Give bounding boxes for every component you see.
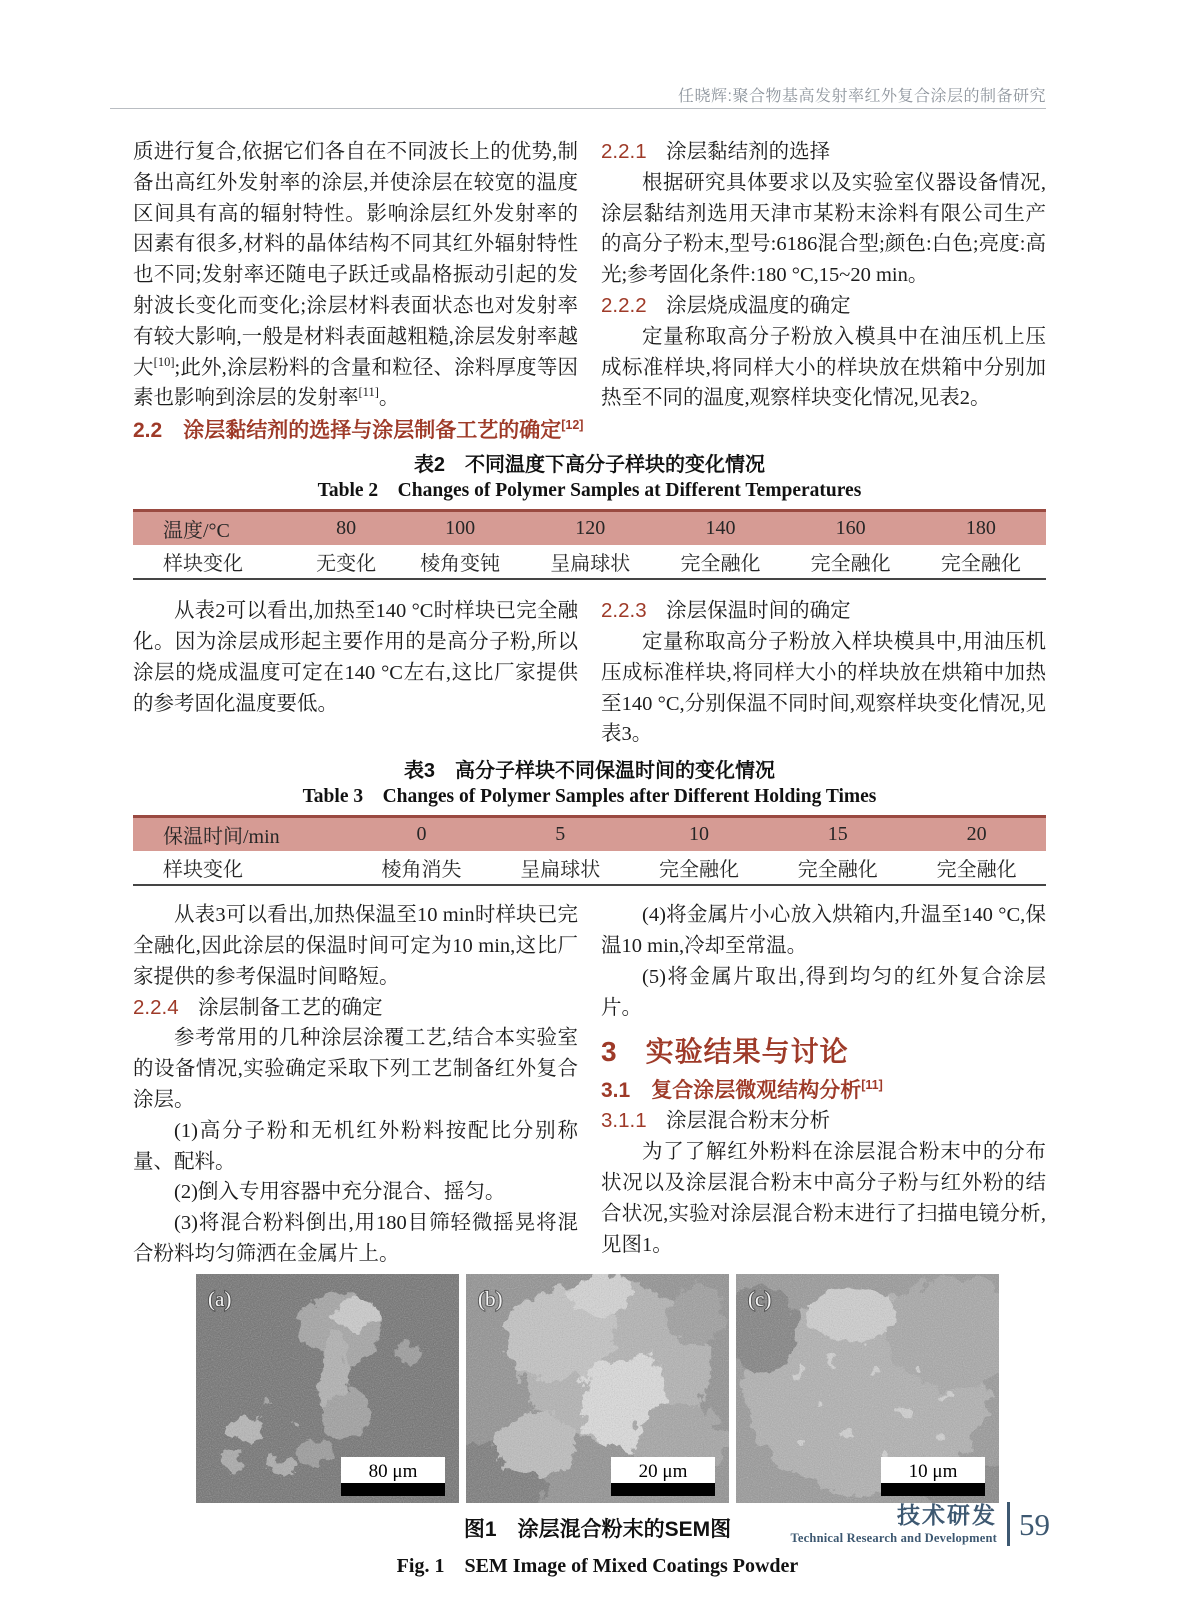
page-number: 59 xyxy=(1019,1506,1050,1542)
heading-title: 涂层黏结剂的选择 xyxy=(666,141,831,163)
paragraph-2-2-1: 根据研究具体要求以及实验室仪器设备情况,涂层黏结剂选用天津市某粉末涂料有限公司生产的高分子粉末,型号:6186混合型;颜色:白色;亮度:高光;参考固化条件:180 °C,15~20 min。 xyxy=(601,171,1046,287)
panel-label: (a) xyxy=(208,1286,232,1311)
heading-2-2-1 xyxy=(601,137,1046,168)
page-footer xyxy=(791,1502,1050,1546)
table-data-cell: 棱角消失 xyxy=(381,859,462,882)
table-data-cell: 完全融化 xyxy=(680,553,761,576)
paragraph-2-2-2: 定量称取高分子粉放入模具中在油压机上压成标准样块,将同样大小的样块放在烘箱中分别加热至不同的温度,观察样块变化情况,见表2。 xyxy=(601,325,1046,410)
table-data-cell: 无变化 xyxy=(316,553,377,576)
table3-discussion-paragraph: 从表3可以看出,加热保温至10 min时样块已完全融化,因此涂层的保温时间可定为10 min,这比厂家提供的参考保温时间略短。 xyxy=(133,904,578,988)
heading-number: 2.2.3 xyxy=(601,599,647,623)
scale-label: 20 μm xyxy=(638,1460,688,1482)
table-header-cell: 80 xyxy=(336,517,357,540)
table-header-cell: 5 xyxy=(555,823,566,846)
table2-block xyxy=(133,452,1046,580)
heading-number: 3.1.1 xyxy=(601,1109,647,1133)
intro-paragraph xyxy=(133,137,578,414)
text-segment: ;此外,涂层粉料的含量和粒径、涂料厚度等因素也影响到涂层的发射率 xyxy=(133,356,579,410)
left-column-3 xyxy=(133,900,578,1270)
table-row xyxy=(133,817,1046,852)
table-data-cell: 完全融化 xyxy=(810,553,891,576)
table-data-cell: 呈扁球状 xyxy=(520,859,601,882)
panel-label: (c) xyxy=(748,1286,772,1311)
text-segment: 3.1 复合涂层微观结构分析 xyxy=(601,1079,862,1103)
right-column-2 xyxy=(601,596,1046,750)
scale-label: 10 μm xyxy=(908,1460,958,1482)
reference-superscript: [11] xyxy=(861,1078,883,1093)
table-header-cell: 120 xyxy=(575,517,606,540)
table-row xyxy=(133,545,1046,579)
footer-section-cn: 技术研发 xyxy=(897,1501,997,1528)
process-step-3: (3)将混合粉料倒出,用180目筛轻微摇晃将混合粉料均匀筛洒在金属片上。 xyxy=(133,1212,578,1265)
process-step-4: (4)将金属片小心放入烘箱内,升温至140 °C,保温10 min,冷却至常温。 xyxy=(601,904,1046,957)
sem-image-c xyxy=(736,1274,999,1503)
paragraph-2-2-3: 定量称取高分子粉放入样块模具中,用油压机压成标准样块,将同样大小的样块放在烘箱中加热至140 °C,分别保温不同时间,观察样块变化情况,见表3。 xyxy=(601,630,1046,746)
heading-2-2-2 xyxy=(601,291,1046,322)
table2-discussion-paragraph: 从表2可以看出,加热至140 °C时样块已完全融化。因为涂层成形起主要作用的是高分子粉,所以涂层的烧成温度可定在140 °C左右,这比厂家提供的参考固化温度要低。 xyxy=(133,600,578,715)
footer-divider xyxy=(1007,1502,1010,1546)
table-header-cell: 10 xyxy=(689,823,710,846)
table-data-cell: 棱角变钝 xyxy=(420,553,501,576)
paragraph-3-1-1: 为了了解红外粉料在涂层混合粉末中的分布状况以及涂层混合粉末中高分子粉与红外粉的结合状况,实验对涂层混合粉末进行了扫描电镜分析,见图1。 xyxy=(601,1141,1046,1256)
heading-2-2-4 xyxy=(133,993,578,1024)
left-column-2 xyxy=(133,596,578,750)
holding-time-table xyxy=(133,815,1046,886)
right-column-3 xyxy=(601,900,1046,1270)
heading-3 xyxy=(601,1033,1046,1071)
text-segment: 2.2 涂层黏结剂的选择与涂层制备工艺的确定 xyxy=(133,419,562,443)
right-column-1 xyxy=(601,137,1046,446)
heading-number: 2.2.2 xyxy=(601,293,647,317)
table-row xyxy=(133,511,1046,546)
scale-bar xyxy=(881,1457,985,1496)
figure-caption-cn: 图1 涂层混合粉末的SEM图 xyxy=(463,1517,732,1541)
table-header-cell: 100 xyxy=(445,517,476,540)
table-header-cell: 160 xyxy=(835,517,866,540)
table-header-cell: 20 xyxy=(966,823,987,846)
text-row-3 xyxy=(133,900,1046,1270)
table3-caption-en: Table 3 Changes of Polymer Samples after Different Holding Times xyxy=(302,786,877,808)
text-segment: 。 xyxy=(378,387,400,410)
table-header-cell: 0 xyxy=(416,823,427,846)
sem-image-b xyxy=(466,1274,729,1503)
reference-superscript: [11] xyxy=(358,385,379,400)
table-data-cell: 样块变化 xyxy=(163,553,243,576)
text-segment: 质进行复合,依据它们各自在不同波长上的优势,制备出高红外发射率的涂层,并使涂层在较宽的温度区间具有高的辐射特性。影响涂层红外发射率的因素有很多,材料的晶体结构不同其红外辐射特性也不同;发射率还随电子跃迁或晶格振动引起的发射波长变化而变化;涂层材料表面状态也对发射率有较大影响,一般是材料表面越粗糙,涂层发射率越大 xyxy=(133,141,578,379)
table-data-cell: 完全融化 xyxy=(940,553,1021,576)
sem-image-a xyxy=(196,1274,459,1503)
table-data-cell: 完全融化 xyxy=(659,859,740,882)
left-column-1 xyxy=(133,137,584,446)
footer-section-en: Technical Research and Development xyxy=(790,1530,997,1545)
table-data-cell: 完全融化 xyxy=(936,859,1017,882)
heading-title: 实验结果与讨论 xyxy=(645,1036,849,1068)
table2-caption-en: Table 2 Changes of Polymer Samples at Different Temperatures xyxy=(317,480,862,502)
panel-label: (b) xyxy=(478,1286,503,1311)
heading-title: 涂层烧成温度的确定 xyxy=(666,294,851,317)
table-header-cell: 保温时间/min xyxy=(163,826,280,849)
text-row-1 xyxy=(133,137,1046,446)
heading-title: 涂层混合粉末分析 xyxy=(666,1110,831,1133)
scale-bar xyxy=(341,1457,445,1496)
table-header-cell: 15 xyxy=(827,823,848,846)
figure-caption-en: Fig. 1 SEM Image of Mixed Coatings Powder xyxy=(396,1554,799,1577)
content xyxy=(133,137,1046,1578)
paragraph-2-2-4: 参考常用的几种涂层涂覆工艺,结合本实验室的设备情况,实验确定采取下列工艺制备红外复合涂层。 xyxy=(133,1027,578,1111)
header-rule xyxy=(110,108,1046,109)
reference-superscript: [12] xyxy=(561,418,584,433)
heading-3-1-1 xyxy=(601,1106,1046,1137)
table-header-cell: 180 xyxy=(965,517,996,540)
heading-title: 涂层保温时间的确定 xyxy=(666,600,851,623)
temperature-table xyxy=(133,509,1046,580)
sem-image-row xyxy=(196,1274,999,1503)
process-step-5: (5)将金属片取出,得到均匀的红外复合涂层片。 xyxy=(601,965,1046,1019)
heading-number: 2.2.4 xyxy=(133,995,179,1019)
table-header-cell: 温度/°C xyxy=(163,520,230,543)
text-row-2 xyxy=(133,596,1046,750)
running-title: 任晓辉:聚合物基高发射率红外复合涂层的制备研究 xyxy=(678,88,1046,105)
reference-superscript: [10] xyxy=(153,354,175,369)
table-row xyxy=(133,851,1046,885)
heading-2-2-3 xyxy=(601,596,1046,627)
heading-3-1 xyxy=(601,1076,1046,1106)
heading-2-2 xyxy=(133,416,584,446)
scale-label: 80 μm xyxy=(368,1460,418,1482)
heading-title: 涂层制备工艺的确定 xyxy=(198,996,383,1019)
table2-caption-cn: 表2 不同温度下高分子样块的变化情况 xyxy=(413,454,766,477)
table-header-cell: 140 xyxy=(705,517,736,540)
process-step-2: (2)倒入专用容器中充分混合、摇匀。 xyxy=(174,1181,506,1204)
table-data-cell: 呈扁球状 xyxy=(550,553,631,576)
heading-number: 3 xyxy=(601,1036,618,1068)
heading-number: 2.2.1 xyxy=(601,140,647,163)
process-step-1: (1)高分子粉和无机红外粉料按配比分别称量、配料。 xyxy=(133,1119,578,1173)
table3-block xyxy=(133,758,1046,886)
scale-bar xyxy=(611,1457,715,1496)
table3-caption-cn: 表3 高分子样块不同保温时间的变化情况 xyxy=(403,760,776,783)
footer-section xyxy=(791,1503,997,1546)
table-data-cell: 样块变化 xyxy=(163,859,243,882)
table-data-cell: 完全融化 xyxy=(797,859,878,882)
